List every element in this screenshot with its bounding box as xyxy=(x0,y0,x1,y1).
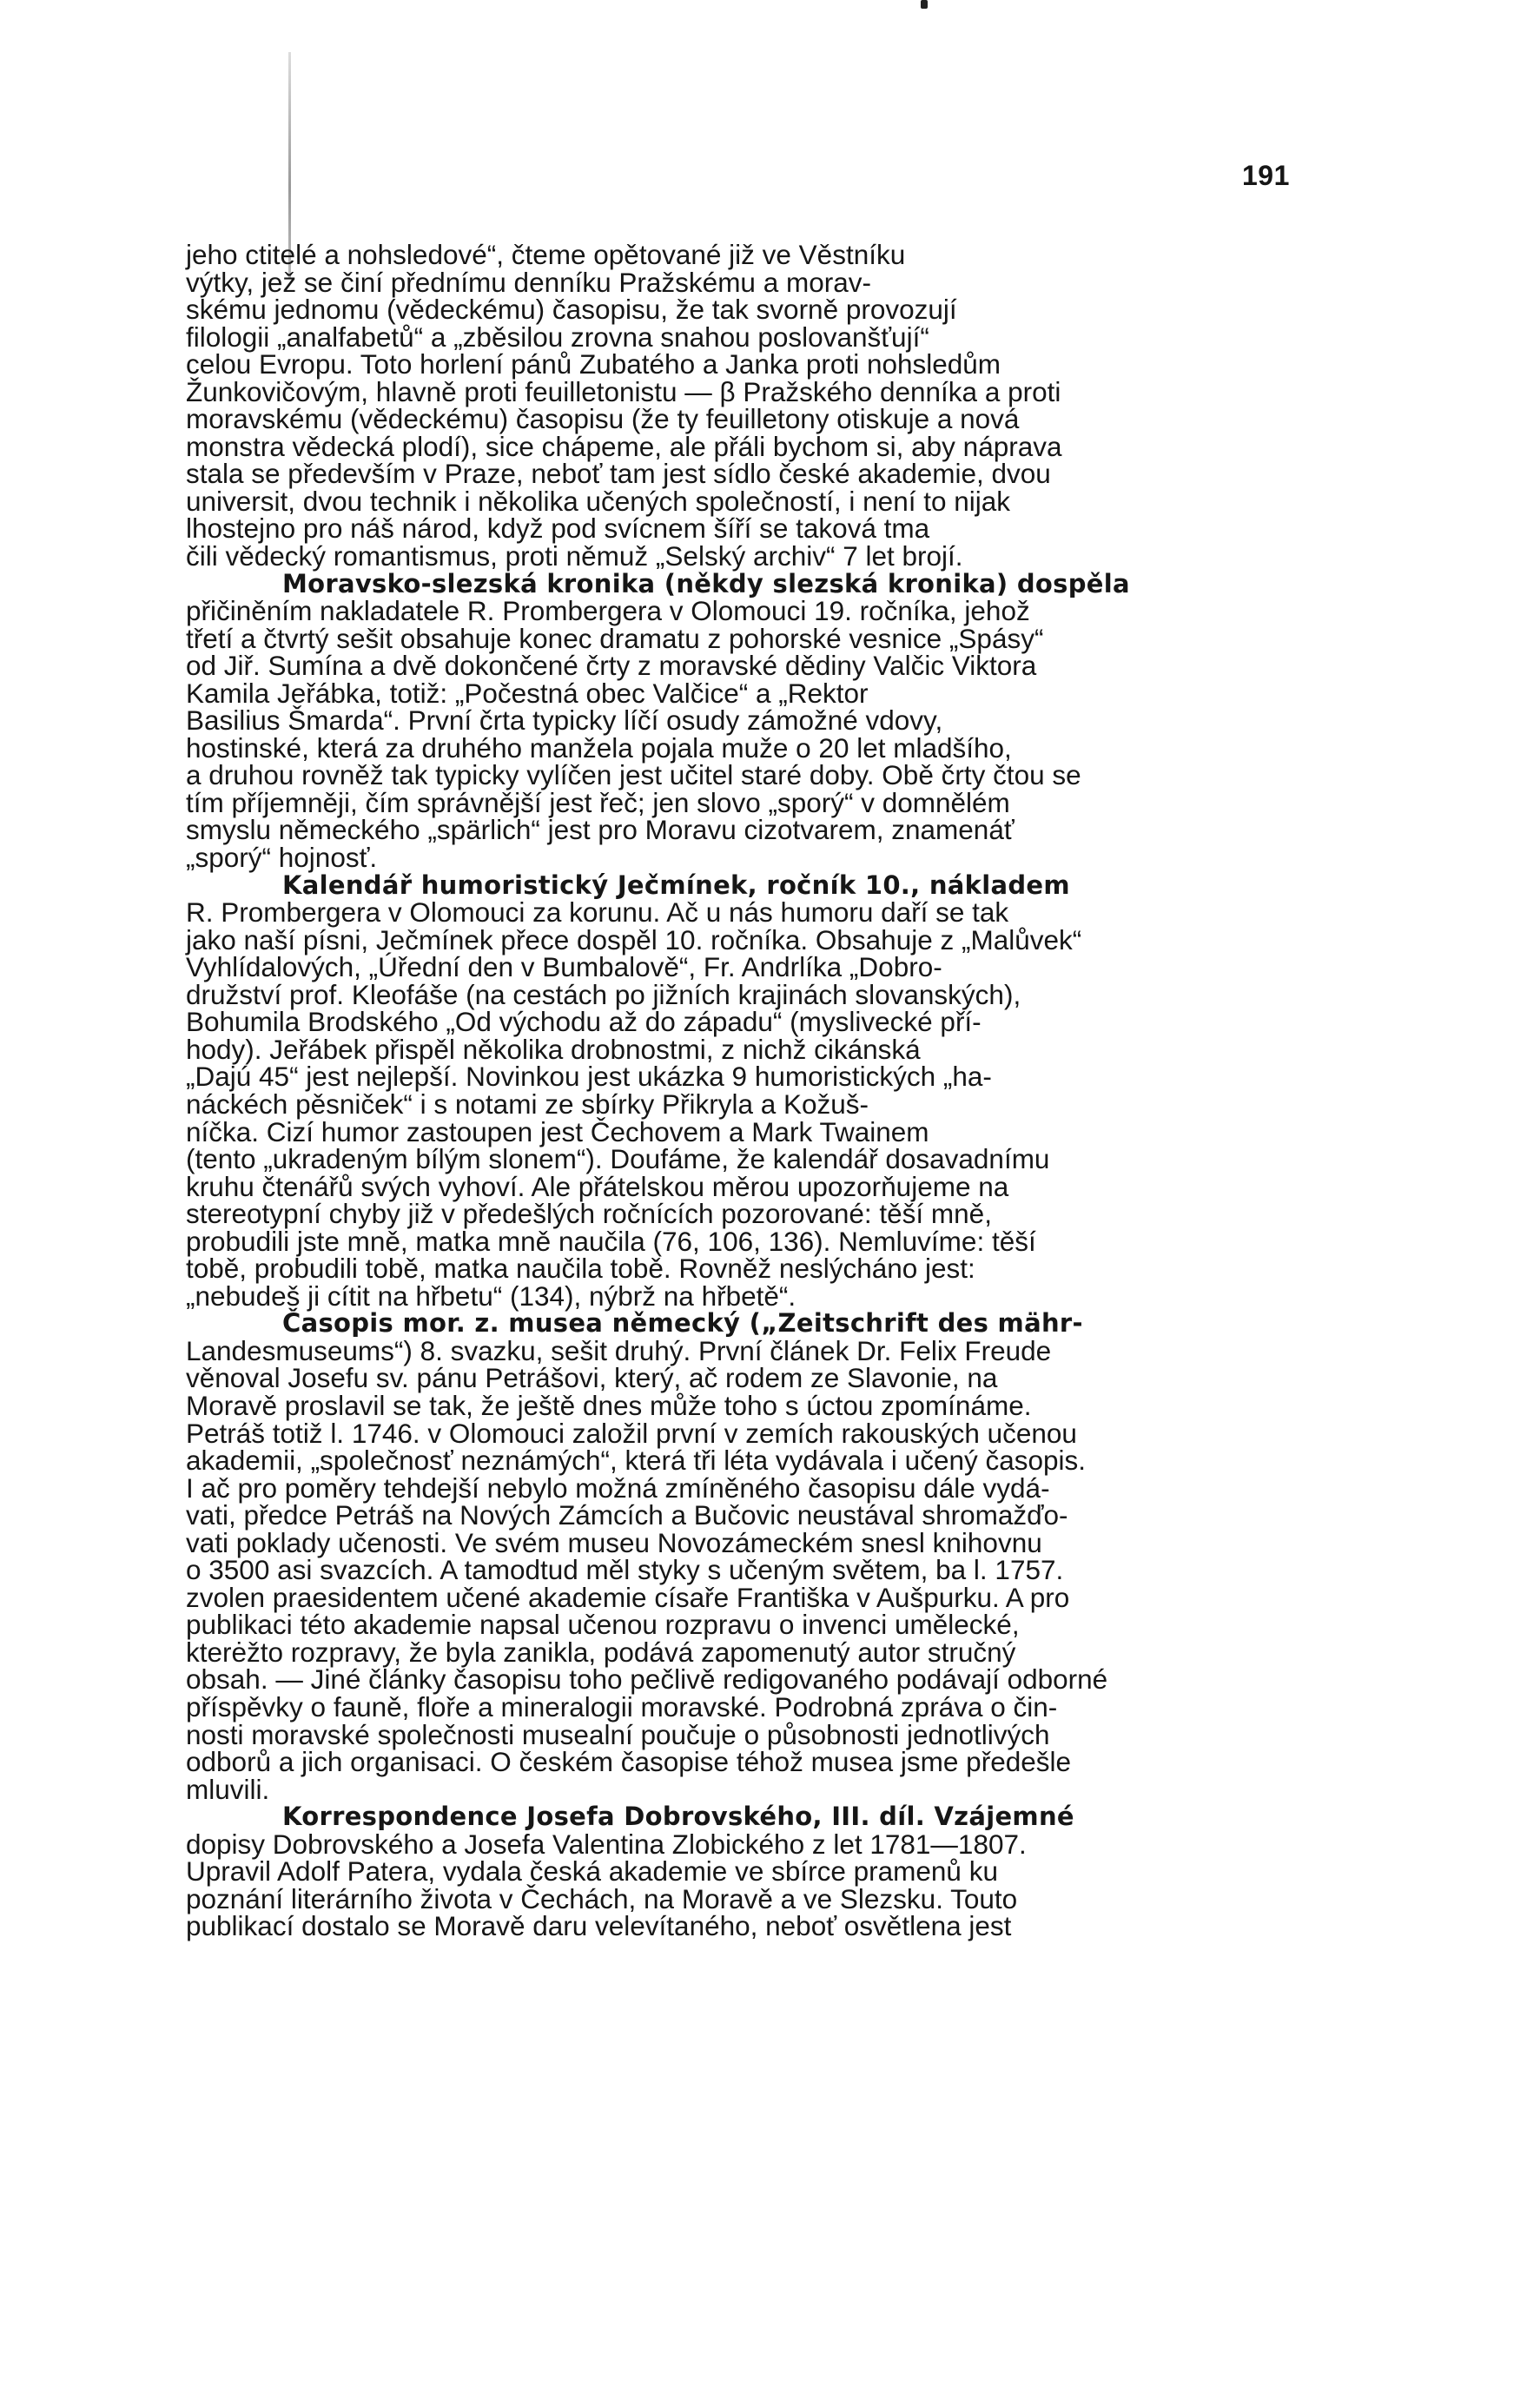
text-line: Landesmuseums“) 8. svazku, sešit druhý. První článek Dr. Felix Freude xyxy=(186,1334,1052,1366)
text-line: filologii „analfabetů“ a „zběsilou zrovna snahou poslovanšťují“ xyxy=(186,321,929,353)
text-line: publikací dostalo se Moravě daru velevítaného, neboť osvětlena jest xyxy=(186,1910,1012,1942)
text-line: družství prof. Kleofáše (na cestách po jižních krajinách slovanských), xyxy=(186,978,1021,1010)
section-heading-line: Korrespondence Josefa Dobrovského, III. díl. Vzájemné xyxy=(282,1802,1074,1832)
text-line: R. Prombergera v Olomouci za korunu. Ač u nás humoru daří se tak xyxy=(186,896,1009,929)
text-line: Žunkovičovým, hlavně proti feuilletonistu — β Pražského denníka a proti xyxy=(186,375,1061,407)
text-line: stala se především v Praze, neboť tam jest sídlo české akademie, dvou xyxy=(186,458,1051,490)
text-line: odborů a jich organisaci. O českém časopise téhož musea jsme předešle xyxy=(186,1746,1072,1778)
text-line: Petráš totiž l. 1746. v Olomouci založil první v zemích rakouských učenou xyxy=(186,1417,1077,1449)
text-line: (tento „ukradeným bílým slonem“). Doufáme, že kalendář dosavadnímu xyxy=(186,1143,1050,1175)
text-line: jeho ctitelé a nohsledové“, čteme opětované již ve Věstníku xyxy=(186,239,906,270)
text-line: obsah. — Jiné články časopisu toho pečlivě redigovaného podávají odborné xyxy=(186,1663,1108,1696)
text-line: smyslu německého „spärlich“ jest pro Moravu cizotvarem, znamenáť xyxy=(186,814,1015,846)
text-line: probudili jste mně, matka mně naučila (76, 106, 136). Nemluvíme: těší xyxy=(186,1225,1036,1257)
text-line: zvolen praesidentem učené akademie císaře Františka v Aušpurku. A pro xyxy=(186,1581,1070,1613)
text-line: od Jiř. Sumína a dvě dokončené črty z moravské dědiny Valčic Viktora xyxy=(186,650,1037,682)
text-line: kterėžto rozpravy, že byla zanikla, podává zapomenutý autor stručný xyxy=(186,1636,1016,1668)
text-line: čili vědecký romantismus, proti němuž „Selský archiv“ 7 let brojí. xyxy=(186,540,963,572)
page-number: 191 xyxy=(1242,160,1290,191)
section-heading-line: Kalendář humoristický Ječmínek, ročník 10., nákladem xyxy=(282,870,1070,900)
text-line: Basilius Šmarda“. První črta typicky líčí osudy zámožné vdovy, xyxy=(186,704,943,737)
text-line: moravskému (vědeckému) časopisu (že ty feuilletony otiskuje a nová xyxy=(186,403,1020,435)
text-line: dopisy Dobrovského a Josefa Valentina Zlobického z let 1781—1807. xyxy=(186,1828,1027,1860)
text-line: nosti moravské společnosti musealní poučuje o působnosti jednotlivých xyxy=(186,1718,1050,1750)
text-line: vati poklady učenosti. Ve svém museu Novozámeckém snesl knihovnu xyxy=(186,1526,1042,1558)
text-line: „Dajú 45“ jest nejlepší. Novinkou jest ukázka 9 humoristických „ha- xyxy=(186,1061,992,1093)
text-line: I ač pro poměry tehdejší nebylo možná zmíněného časopisu dále vydá- xyxy=(186,1471,1050,1504)
text-line: kruhu čtenářů svých vyhoví. Ale přátelskou měrou upozorňujeme na xyxy=(186,1170,1009,1202)
text-line: věnoval Josefu sv. pánu Petrášovi, který, ač rodem ze Slavonie, na xyxy=(186,1362,998,1394)
text-line: monstra vědecká plodí), sice chápeme, ale přáli bychom si, aby náprava xyxy=(186,430,1062,462)
text-line: a druhou rovněž tak typicky vylíčen jest učitel staré doby. Obě črty čtou se xyxy=(186,759,1081,791)
text-line: skému jednomu (vědeckému) časopisu, že tak svorně provozují xyxy=(186,294,957,326)
text-line: akademii, „společnosť neznámých“, která tři léta vydávala i učený časopis. xyxy=(186,1445,1087,1477)
text-line: jako naší písni, Ječmínek přece dospěl 10. ročníka. Obsahuje z „Malůvek“ xyxy=(186,923,1082,956)
text-line: o 3500 asi svazcích. A tamodtud měl styky s učeným světem, ba l. 1757. xyxy=(186,1554,1064,1586)
text-line: výtky, jež se činí přednímu denníku Pražskému a morav- xyxy=(186,266,871,298)
text-line: tobě, probudili tobě, matka naučila tobě. Rovněž neslýcháno jest: xyxy=(186,1253,975,1285)
text-line: Moravě proslavil se tak, že ještě dnes může toho s úctou zpomínáme. xyxy=(186,1389,1032,1421)
scan-artifact-mark xyxy=(921,0,928,9)
text-line: stereotypní chyby již v předešlých ročnících pozorované: těší mně, xyxy=(186,1198,992,1230)
text-body xyxy=(186,241,1291,1941)
text-line: hody). Jeřábek přispěl několika drobnostmi, z nichž cikánská xyxy=(186,1033,921,1065)
text-line: náckéch pěsniček“ i s notami ze sbírky Přikryla a Kožuš- xyxy=(186,1088,869,1120)
text-line: publikaci této akademie napsal učenou rozpravu o invenci umělecké, xyxy=(186,1609,1020,1641)
text-line: „nebudeš ji cítit na hřbetu“ (134), nýbrž na hřbetě“. xyxy=(186,1280,796,1312)
text-line: hostinské, která za druhého manžela pojala muže o 20 let mladšího, xyxy=(186,731,1012,764)
text-line: Vyhlídalových, „Úřední den v Bumbalově“, Fr. Andrlíka „Dobro- xyxy=(186,951,942,983)
text-line: třetí a čtvrtý sešit obsahuje konec dramatu z pohorské vesnice „Spásy“ xyxy=(186,622,1044,654)
text-line: „sporý“ hojnosť. xyxy=(186,842,378,874)
text-line: Kamila Jeřábka, totiž: „Počestná obec Valčice“ a „Rektor xyxy=(186,677,869,709)
text-line: Upravil Adolf Patera, vydala česká akademie ve sbírce pramenů ku xyxy=(186,1855,998,1888)
text-line: tím příjemněji, čím správnější jest řeč; jen slovo „sporý“ v domnělém xyxy=(186,786,1010,818)
text-line: mluvili. xyxy=(186,1773,270,1805)
text-line: poznání literárního života v Čechách, na Moravě a ve Slezsku. Touto xyxy=(186,1882,1018,1914)
text-line: lhostejno pro náš národ, když pod svícnem šíří se taková tma xyxy=(186,512,930,545)
text-line: universit, dvou technik i několika učených společností, i není to nijak xyxy=(186,485,1011,517)
text-line: celou Evropu. Toto horlení pánů Zubatého a Janka proti nohsledům xyxy=(186,348,1001,380)
text-line: níčka. Cizí humor zastoupen jest Čechovem a Mark Twainem xyxy=(186,1115,929,1147)
section-heading-line: Časopis mor. z. musea německý („Zeitschrift des mähr- xyxy=(282,1308,1083,1339)
section-heading-line: Moravsko-slezská kronika (někdy slezská kronika) dospěla xyxy=(282,568,1130,598)
text-line: vati, předce Petráš na Nových Zámcích a Bučovic neustával shromažďo- xyxy=(186,1499,1068,1531)
text-line: Bohumila Brodského „Od východu až do západu“ (myslivecké pří- xyxy=(186,1006,982,1038)
text-line: příspěvky o fauně, floře a mineralogii moravské. Podrobná zpráva o čin- xyxy=(186,1690,1058,1723)
text-line: přičiněním nakladatele R. Prombergera v Olomouci 19. ročníka, jehož xyxy=(186,595,1030,627)
